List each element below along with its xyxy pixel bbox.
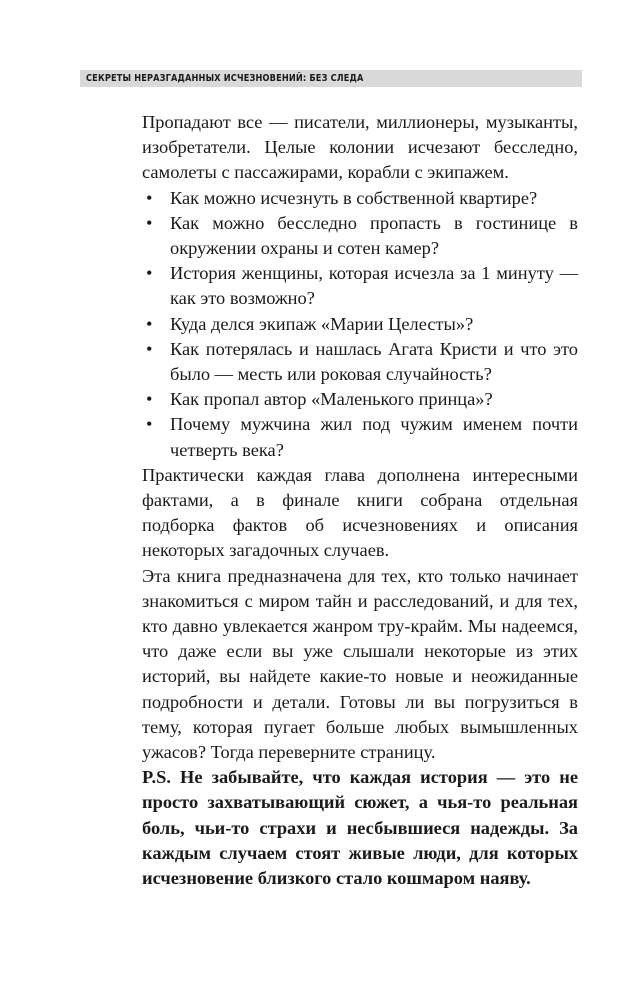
audience-paragraph: Эта книга предназначена для тех, кто только начинает знакомиться с миром тайн и расследований, и для тех, кто давно увлекается жанром тру-крайм. Мы надеемся, что даже если вы уже слышали некоторые из этих историй, вы найдете какие-то новые и неожиданные подробности и детали. Готовы ли вы погрузиться в тему, которая пугает больше любых вымышленных ужасов? Тогда переверните страницу. (142, 565, 578, 763)
list-item (142, 387, 578, 412)
list-item-text: Как можно исчезнуть в собственной квартире? (170, 187, 538, 208)
list-item-text: Как пропал автор «Маленького принца»? (170, 389, 493, 410)
list-item-text: Как можно бесследно пропасть в гостинице в окружении охраны и сотен камер? (170, 212, 578, 259)
list-item-text: Как потерялась и нашлась Агата Кристи и что это было — месть или роковая случайность? (170, 338, 578, 385)
bullet-icon: • (146, 212, 153, 233)
facts-paragraph: Практически каждая глава дополнена интересными фактами, а в финале книги собрана отдельная подборка фактов об исчезновениях и описания некоторых загадочных случаев. (142, 464, 578, 561)
page-body (142, 110, 578, 891)
list-item (142, 412, 578, 462)
bullet-icon: • (146, 414, 153, 435)
bullet-icon: • (146, 338, 153, 359)
bullet-icon: • (146, 263, 153, 284)
bullet-icon: • (146, 313, 153, 334)
running-header-title: СЕКРЕТЫ НЕРАЗГАДАННЫХ ИСЧЕЗНОВЕНИЙ: БЕЗ СЛЕДА (86, 73, 364, 84)
list-item (142, 211, 578, 261)
list-item (142, 337, 578, 387)
list-item (142, 261, 578, 311)
list-item-text: Почему мужчина жил под чужим именем почти четверть века? (170, 414, 578, 460)
list-item (142, 186, 578, 211)
intro-paragraph: Пропадают все — писатели, миллионеры, музыканты, изобретатели. Целые колонии исчезают бесследно, самолеты с пассажирами, корабли с экипажем. (142, 112, 578, 183)
list-item (142, 312, 578, 337)
list-item-text: История женщины, которая исчезла за 1 минуту — как это возможно? (170, 263, 578, 309)
postscript-paragraph: P.S. Не забывайте, что каждая история — это не просто захватывающий сюжет, а чья-то реальная боль, чьи-то страхи и несбывшиеся надежды. За каждым случаем стоят живые люди, для которых исчезновение близкого стало кошмаром наяву. (142, 767, 578, 889)
list-item-text: Куда делся экипаж «Марии Целесты»? (170, 313, 474, 334)
questions-list (142, 186, 578, 463)
bullet-icon: • (146, 187, 153, 208)
bullet-icon: • (146, 389, 153, 410)
